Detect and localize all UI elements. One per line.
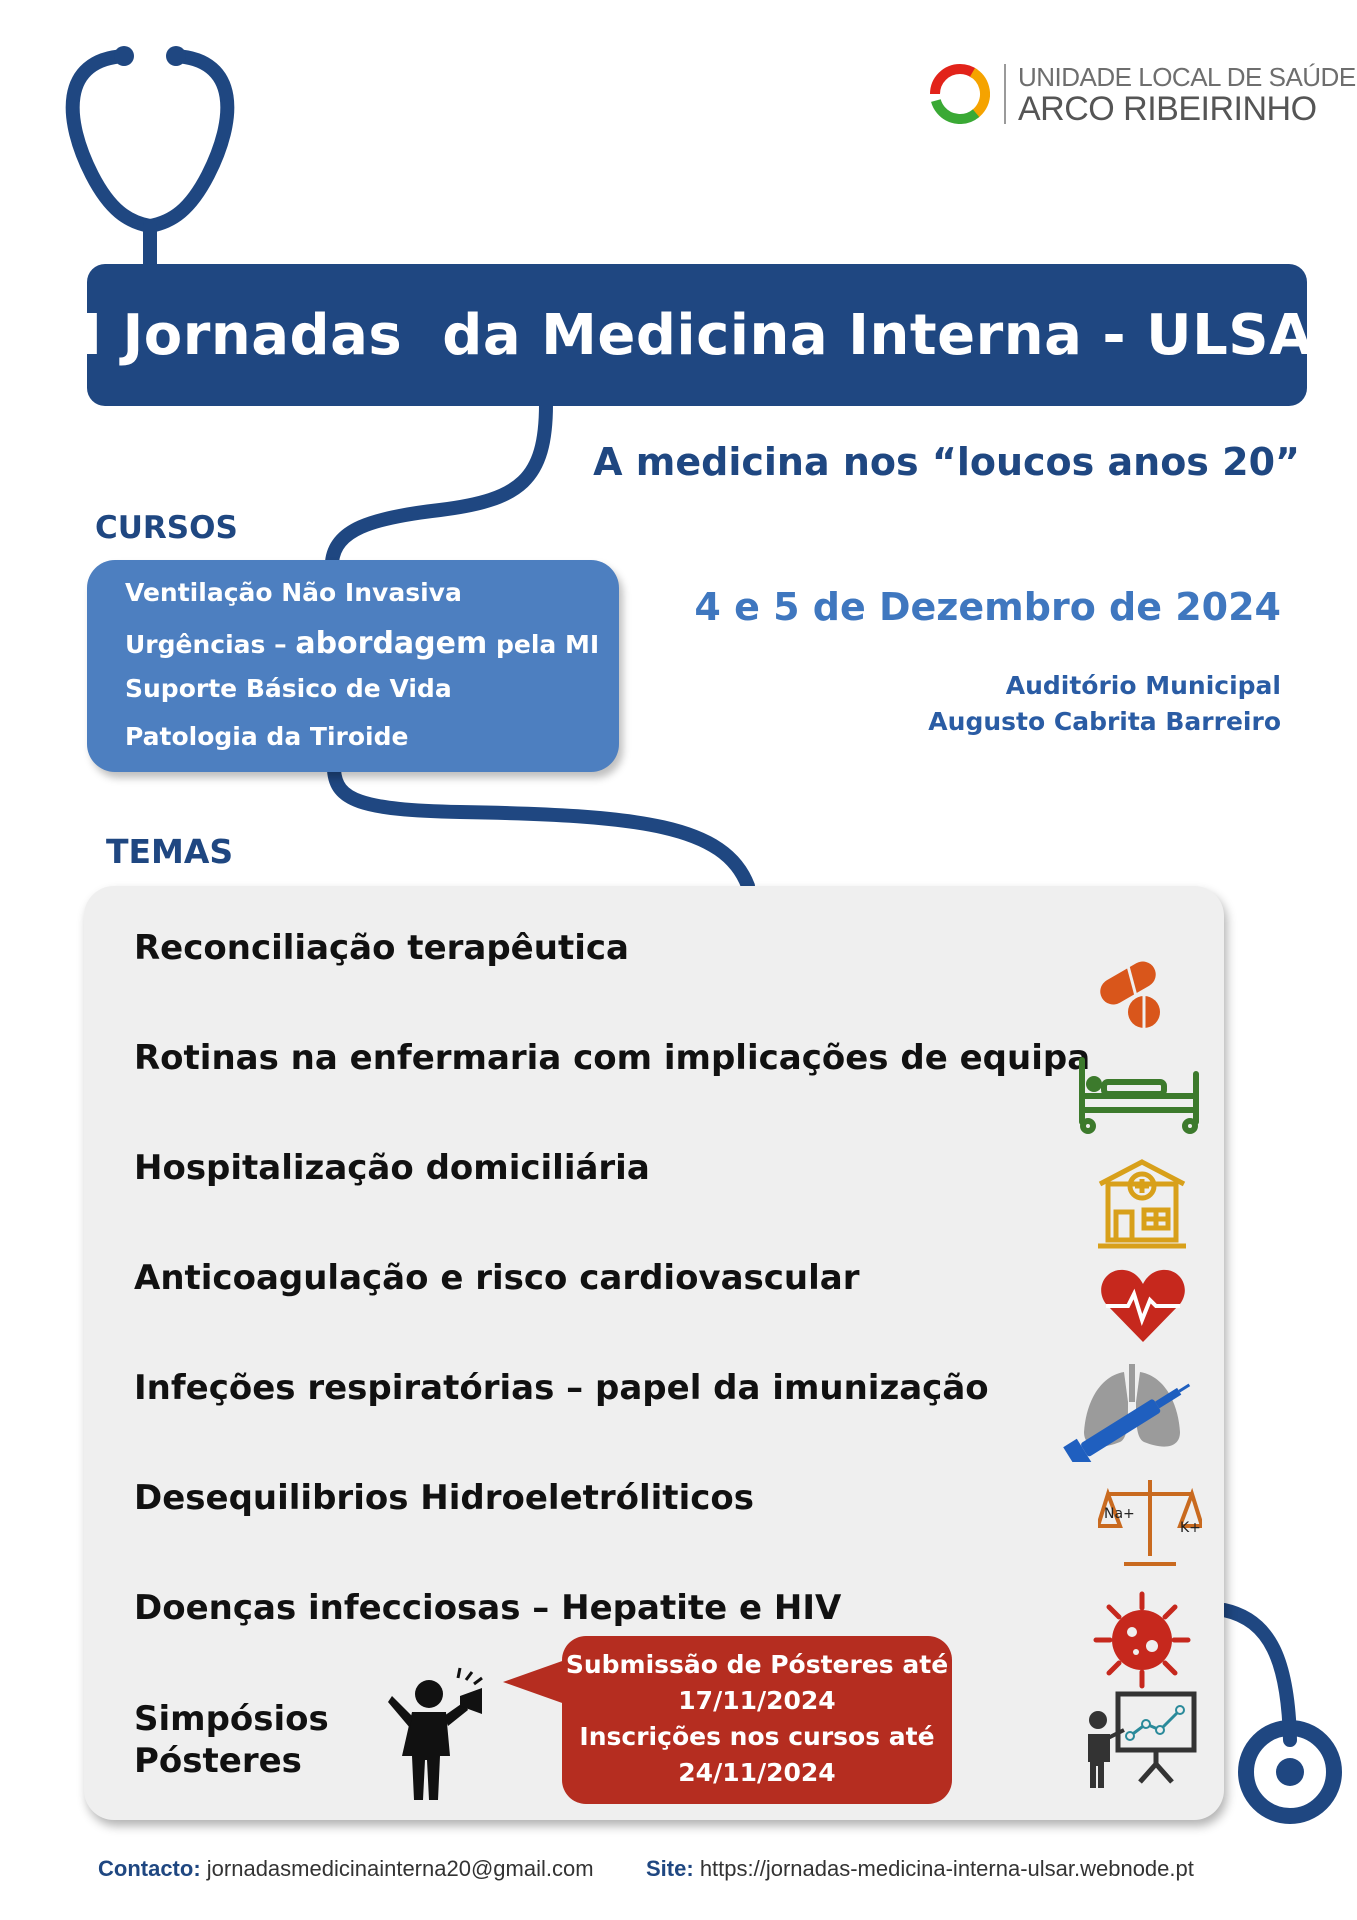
registration-deadline-date: 24/11/2024 bbox=[678, 1758, 836, 1787]
presentation-icon bbox=[1084, 1690, 1200, 1790]
lungs-vaccine-icon bbox=[1060, 1362, 1200, 1462]
event-venue bbox=[928, 668, 1281, 740]
logo-line-1: UNIDADE LOCAL DE SAÚDE bbox=[1018, 62, 1356, 92]
potassium-label: K+ bbox=[1180, 1520, 1201, 1536]
cursos-heading: CURSOS bbox=[95, 510, 238, 546]
contact-email[interactable]: jornadasmedicinainterna20@gmail.com bbox=[206, 1856, 594, 1881]
tema-item: Rotinas na enfermaria com implicações de equipa bbox=[134, 1038, 1091, 1078]
venue-line-2: Augusto Cabrita Barreiro bbox=[928, 707, 1281, 736]
tema-item: Infeções respiratórias – papel da imunização bbox=[134, 1368, 989, 1408]
scale-electrolytes-icon bbox=[1098, 1474, 1202, 1570]
event-title: XI Jornadas da Medicina Interna - ULSAR bbox=[37, 302, 1357, 368]
poster-deadline-date: 17/11/2024 bbox=[678, 1686, 836, 1715]
contact-label: Contacto: bbox=[98, 1856, 201, 1881]
venue-line-1: Auditório Municipal bbox=[1005, 671, 1281, 700]
curso-item: Suporte Básico de Vida bbox=[125, 674, 452, 703]
curso-item-emph: abordagem bbox=[295, 626, 488, 661]
event-date: 4 e 5 de Dezembro de 2024 bbox=[694, 585, 1281, 629]
tema-item: Hospitalização domiciliária bbox=[134, 1148, 650, 1188]
curso-item-post: pela MI bbox=[487, 630, 600, 659]
home-clinic-icon bbox=[1094, 1156, 1190, 1252]
cursos-list bbox=[87, 560, 619, 772]
curso-item: Ventilação Não Invasiva bbox=[125, 578, 462, 607]
event-subtitle: A medicina nos “loucos anos 20” bbox=[593, 440, 1300, 484]
site-label: Site: bbox=[646, 1856, 694, 1881]
sodium-label: Na+ bbox=[1104, 1506, 1135, 1522]
pills-icon bbox=[1094, 956, 1174, 1036]
site-url[interactable]: https://jornadas-medicina-interna-ulsar.webnode.pt bbox=[699, 1856, 1194, 1881]
deadlines-callout bbox=[562, 1636, 952, 1804]
heart-pulse-icon bbox=[1098, 1266, 1188, 1346]
virus-icon bbox=[1092, 1590, 1192, 1690]
simposios-label: Simpósios bbox=[134, 1699, 329, 1739]
tema-item: Anticoagulação e risco cardiovascular bbox=[134, 1258, 860, 1298]
contact-info bbox=[98, 1856, 594, 1882]
speaker-megaphone-icon bbox=[384, 1666, 494, 1806]
registration-deadline-label: Inscrições nos cursos até bbox=[579, 1722, 935, 1751]
posteres-label: Pósteres bbox=[134, 1741, 302, 1781]
title-banner bbox=[37, 264, 1357, 406]
ulsar-logo-mark bbox=[930, 64, 990, 124]
tema-item: Doenças infecciosas – Hepatite e HIV bbox=[134, 1588, 842, 1628]
site-info bbox=[646, 1856, 1194, 1882]
ulsar-logo bbox=[930, 58, 1356, 138]
poster-deadline-label: Submissão de Pósteres até bbox=[565, 1650, 949, 1679]
curso-item-pre: Urgências – bbox=[125, 630, 296, 659]
tema-item-last bbox=[134, 1698, 329, 1782]
callout-tail bbox=[503, 1660, 565, 1704]
logo-divider bbox=[1004, 64, 1006, 124]
curso-item bbox=[125, 626, 599, 661]
hospital-bed-icon bbox=[1074, 1054, 1204, 1134]
tema-item: Reconciliação terapêutica bbox=[134, 928, 629, 968]
temas-heading: TEMAS bbox=[106, 832, 234, 871]
curso-item: Patologia da Tiroide bbox=[125, 722, 409, 751]
tema-item: Desequilibrios Hidroeletróliticos bbox=[134, 1478, 754, 1518]
logo-line-2: ARCO RIBEIRINHO bbox=[1018, 90, 1317, 128]
